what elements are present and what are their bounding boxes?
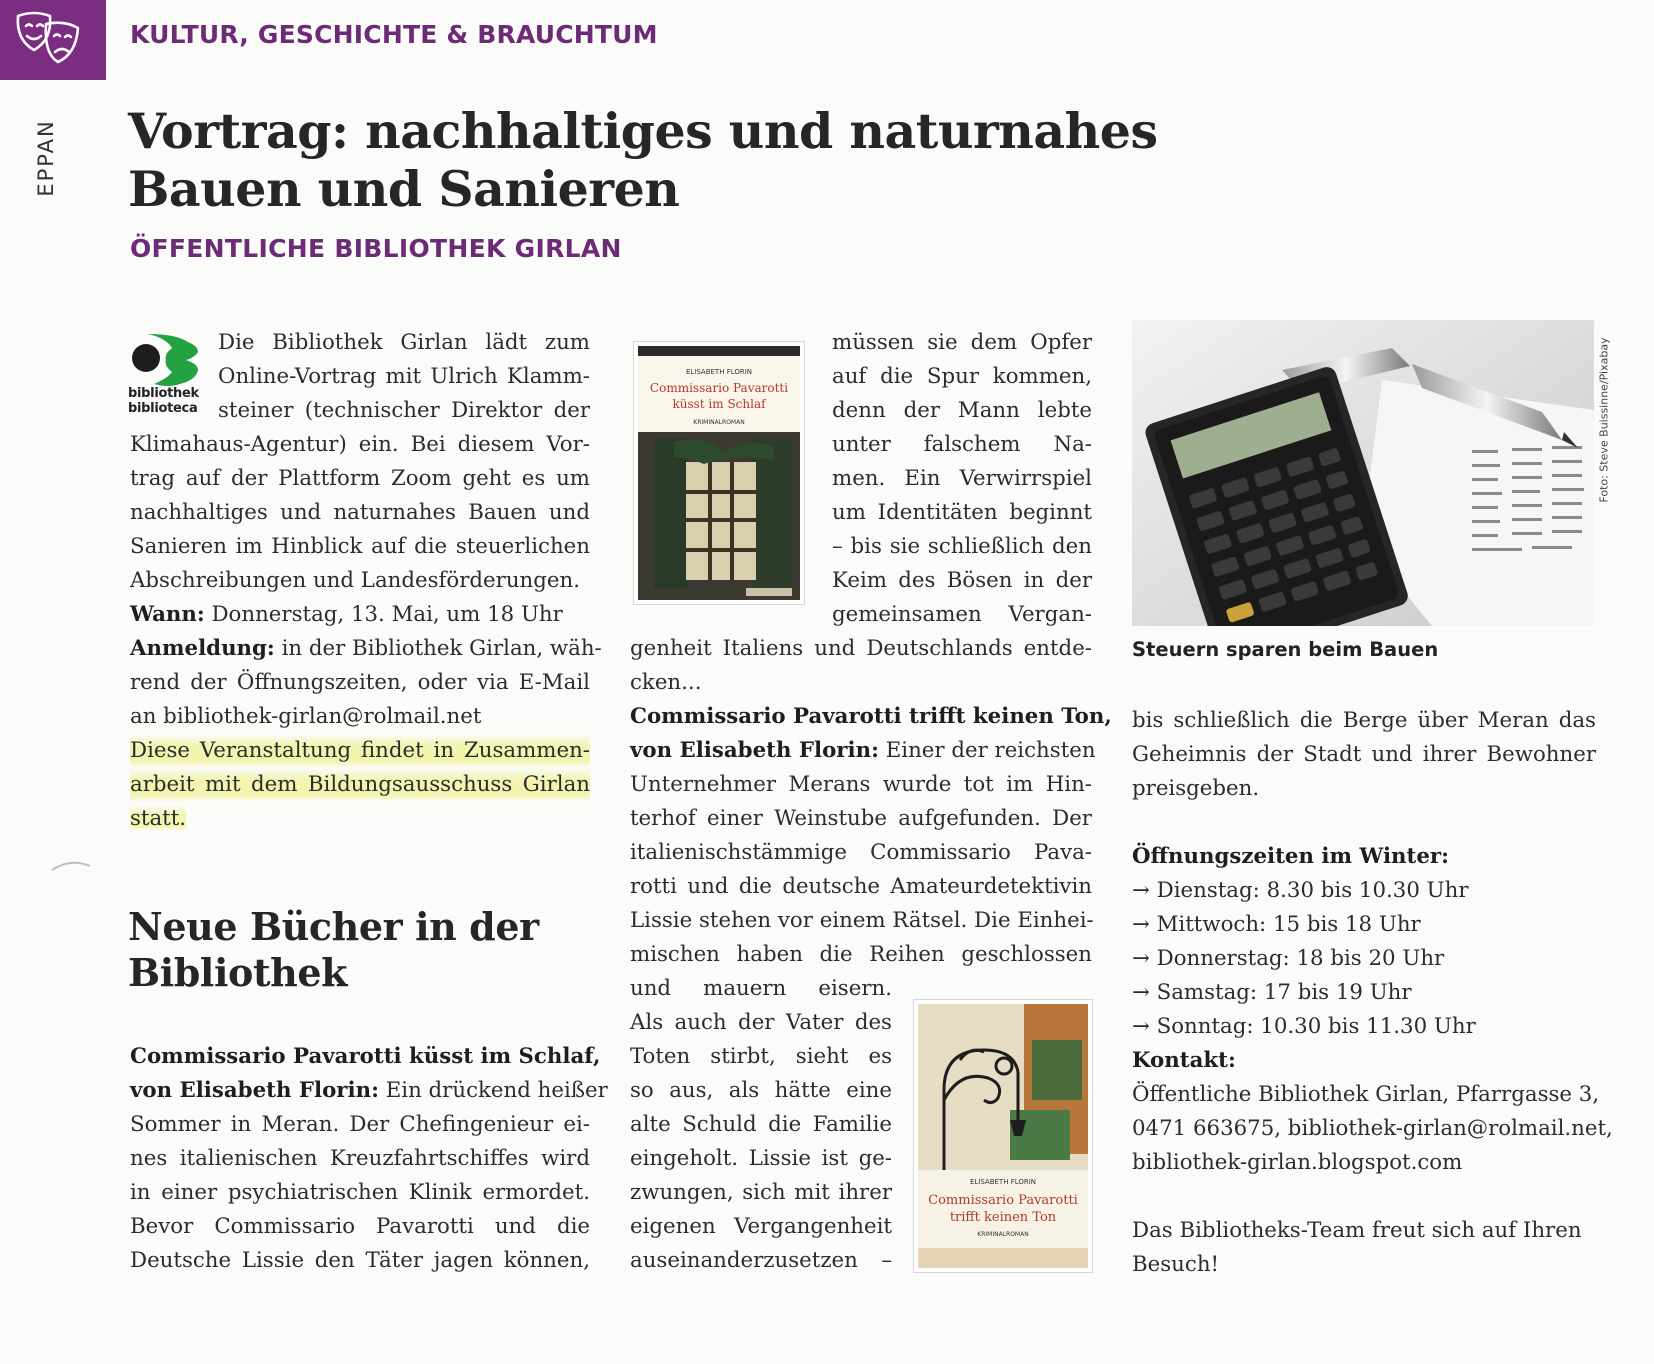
book2-text-start: Einer der reichsten <box>878 738 1096 763</box>
column-3-text <box>1132 704 1596 806</box>
section-title: KULTUR, GESCHICHTE & BRAUCHTUM <box>130 20 658 49</box>
text-line: Klimahaus-Agentur) ein. Bei diesem Vor- <box>130 432 590 457</box>
book2-title <box>630 700 1112 734</box>
text-line: preisgeben. <box>1132 776 1260 801</box>
text-line: mischen haben die Reihen geschlossen <box>630 942 1092 967</box>
punch-hole-mark <box>50 856 96 880</box>
article-subtitle: ÖFFENTLICHE BIBLIOTHEK GIRLAN <box>130 234 622 263</box>
bibliothek-logo-icon <box>128 332 202 388</box>
text-line: zwungen, sich mit ihrer <box>630 1180 892 1205</box>
label-wann: Wann: <box>130 602 205 627</box>
text-line: Geheimnis der Stadt und ihrer Bewohner <box>1132 742 1596 767</box>
text-line: rotti und die deutsche Amateurdetektivin <box>630 874 1092 899</box>
text-line: Sommer in Meran. Der Chefingenieur ei- <box>130 1112 590 1137</box>
when-value: Donnerstag, 13. Mai, um 18 Uhr <box>204 602 563 627</box>
text-line: nes italienischen Kreuzfahrtschiffes wird <box>130 1146 590 1171</box>
highlighted-line-end <box>130 802 590 836</box>
closing-text <box>1132 1214 1596 1282</box>
text-line: in einer psychiatrischen Klinik ermordet. <box>130 1180 590 1205</box>
logo-line: biblioteca <box>128 401 198 416</box>
hours-heading <box>1132 840 1596 874</box>
column-2-bottom <box>630 972 892 1278</box>
text-line: gemeinsamen Vergan- <box>832 602 1092 627</box>
book1-title-text: Commissario Pavarotti küsst im Schlaf, <box>130 1044 601 1069</box>
event-registration <box>130 632 602 666</box>
text-line: Keim des Bösen in der <box>832 568 1092 593</box>
calculator-photo-image <box>1132 320 1594 626</box>
headline-line: Vortrag: nachhaltiges und naturnahes <box>128 102 1158 160</box>
cover-author: ELISABETH FLORIN <box>685 368 753 376</box>
theater-masks-icon <box>12 6 94 74</box>
book-cover-trifft-keinen-ton <box>914 1000 1092 1272</box>
hours-item: → Donnerstag: 18 bis 20 Uhr <box>1132 946 1445 971</box>
column-2-top <box>832 326 1092 632</box>
hours-item: → Dienstag: 8.30 bis 10.30 Uhr <box>1132 878 1469 903</box>
text-line: unter falschem Na- <box>832 432 1092 457</box>
contact-heading <box>1132 1044 1596 1078</box>
column-1-intro-wrap <box>218 326 590 428</box>
text-line: rend der Öffnungszeiten, oder via E-Mail <box>130 670 590 695</box>
cover-title: trifft keinen Ton <box>949 1210 1057 1225</box>
cover-title: küsst im Schlaf <box>672 397 766 411</box>
book1-author-line <box>130 1074 608 1108</box>
book2-author-line <box>630 734 1096 768</box>
text-line: Als auch der Vater des <box>630 1010 892 1035</box>
text-line: um Identitäten beginnt <box>832 500 1092 525</box>
text-line: Besuch! <box>1132 1252 1220 1277</box>
text-line: italienischstämmige Commissario Pava- <box>630 840 1092 865</box>
cover-title: Commissario Pavarotti <box>928 1193 1078 1208</box>
book1-text <box>130 1040 608 1278</box>
book-cover-image <box>914 1000 1092 1272</box>
book2-title-text: Commissario Pavarotti trifft keinen Ton, <box>630 704 1112 729</box>
text-line: so aus, als hätte eine <box>630 1078 892 1103</box>
photo-caption: Steuern sparen beim Bauen <box>1132 638 1439 661</box>
book-cover-image <box>634 342 804 604</box>
cover-genre: KRIMINALROMAN <box>693 419 745 426</box>
highlighted-line: Diese Veranstaltung findet in Zusammen- <box>130 734 590 768</box>
headline-line: Bauen und Sanieren <box>128 160 680 218</box>
cover-genre: KRIMINALROMAN <box>977 1231 1029 1238</box>
column-2-main <box>630 632 1112 972</box>
text-line: auf die Spur kommen, <box>832 364 1092 389</box>
text-line: an bibliothek-girlan@rolmail.net <box>130 704 482 729</box>
text-line: bis schließlich die Berge über Meran das <box>1132 708 1596 733</box>
logo-line: bibliothek <box>128 386 199 401</box>
text-line: eingeholt. Lissie ist ge- <box>630 1146 892 1171</box>
text-line: genheit Italiens und Deutschlands entde- <box>630 636 1092 661</box>
label-anmeldung: Anmeldung: <box>130 636 275 661</box>
text-line: Bevor Commissario Pavarotti und die <box>130 1214 590 1239</box>
text-line: nachhaltiges und naturnahes Bauen und <box>130 500 590 525</box>
highlighted-line: arbeit mit dem Bildungsausschuss Girlan <box>130 768 590 802</box>
text-line: Abschreibungen und Landesförderungen. <box>130 568 580 593</box>
section-badge <box>0 0 106 80</box>
text-line: Die Bibliothek Girlan lädt zum <box>218 330 590 355</box>
logo-text <box>128 386 199 416</box>
text-line: – bis sie schließlich den <box>832 534 1092 559</box>
contact-line: bibliothek-girlan.blogspot.com <box>1132 1150 1463 1175</box>
book1-text-start: Ein drückend heißer <box>378 1078 608 1103</box>
books-heading-line: Neue Bücher in der <box>128 904 539 949</box>
text-line: Unternehmer Merans wurde tot im Hin- <box>630 772 1092 797</box>
highlighted-text: statt. <box>130 806 187 831</box>
side-label-text: EPPAN <box>34 119 58 197</box>
article-headline <box>128 102 1428 218</box>
text-line: terhof einer Weinstube aufgefunden. Der <box>630 806 1092 831</box>
contact-line: 0471 663675, bibliothek-girlan@rolmail.net, <box>1132 1116 1613 1141</box>
reg-text: in der Bibliothek Girlan, wäh- <box>274 636 602 661</box>
cover-author: ELISABETH FLORIN <box>969 1178 1037 1186</box>
hours-heading-text: Öffnungszeiten im Winter: <box>1132 844 1450 869</box>
text-line: cken... <box>630 670 702 695</box>
bibliothek-logo <box>128 332 202 422</box>
books-heading <box>128 904 539 996</box>
text-line: und mauern eisern. <box>630 976 892 1001</box>
text-line: trag auf der Plattform Zoom geht es um <box>130 466 590 491</box>
cover-title: Commissario Pavarotti <box>649 381 789 395</box>
hours-item: → Mittwoch: 15 bis 18 Uhr <box>1132 912 1421 937</box>
text-line: Toten stirbt, sieht es <box>630 1044 892 1069</box>
column-1-text <box>130 428 602 836</box>
hours-item: → Sonntag: 10.30 bis 11.30 Uhr <box>1132 1014 1476 1039</box>
hours-item: → Samstag: 17 bis 19 Uhr <box>1132 980 1412 1005</box>
text-line: eigenen Vergangenheit <box>630 1214 892 1239</box>
photo-credit-text: Foto: Steve Buissinne/Pixabay <box>1597 337 1611 503</box>
text-line: steiner (technischer Direktor der <box>218 398 590 423</box>
text-line: auseinanderzusetzen – <box>630 1248 892 1273</box>
book-cover-kuesst-im-schlaf <box>634 342 804 604</box>
calculator-photo <box>1132 320 1594 626</box>
text-line: Deutsche Lissie den Täter jagen können, <box>130 1248 590 1273</box>
text-line: Lissie stehen vor einem Rätsel. Die Einhei- <box>630 908 1094 933</box>
text-line: men. Ein Verwirrspiel <box>832 466 1092 491</box>
text-line: Sanieren im Hinblick auf die steuerlichen <box>130 534 590 559</box>
text-line: Das Bibliotheks-Team freut sich auf Ihren <box>1132 1218 1582 1243</box>
event-when <box>130 598 590 632</box>
book2-author: von Elisabeth Florin: <box>630 738 879 763</box>
contact-heading-text: Kontakt: <box>1132 1048 1236 1073</box>
text-line: müssen sie dem Opfer <box>832 330 1092 355</box>
text-line: denn der Mann lebte <box>832 398 1092 423</box>
opening-hours <box>1132 840 1613 1180</box>
book1-author: von Elisabeth Florin: <box>130 1078 379 1103</box>
text-line: alte Schuld die Familie <box>630 1112 892 1137</box>
text-line: Online-Vortrag mit Ulrich Klamm- <box>218 364 590 389</box>
book1-title <box>130 1040 601 1074</box>
contact-line: Öffentliche Bibliothek Girlan, Pfarrgasse 3, <box>1132 1082 1600 1107</box>
books-heading-line: Bibliothek <box>128 950 348 995</box>
